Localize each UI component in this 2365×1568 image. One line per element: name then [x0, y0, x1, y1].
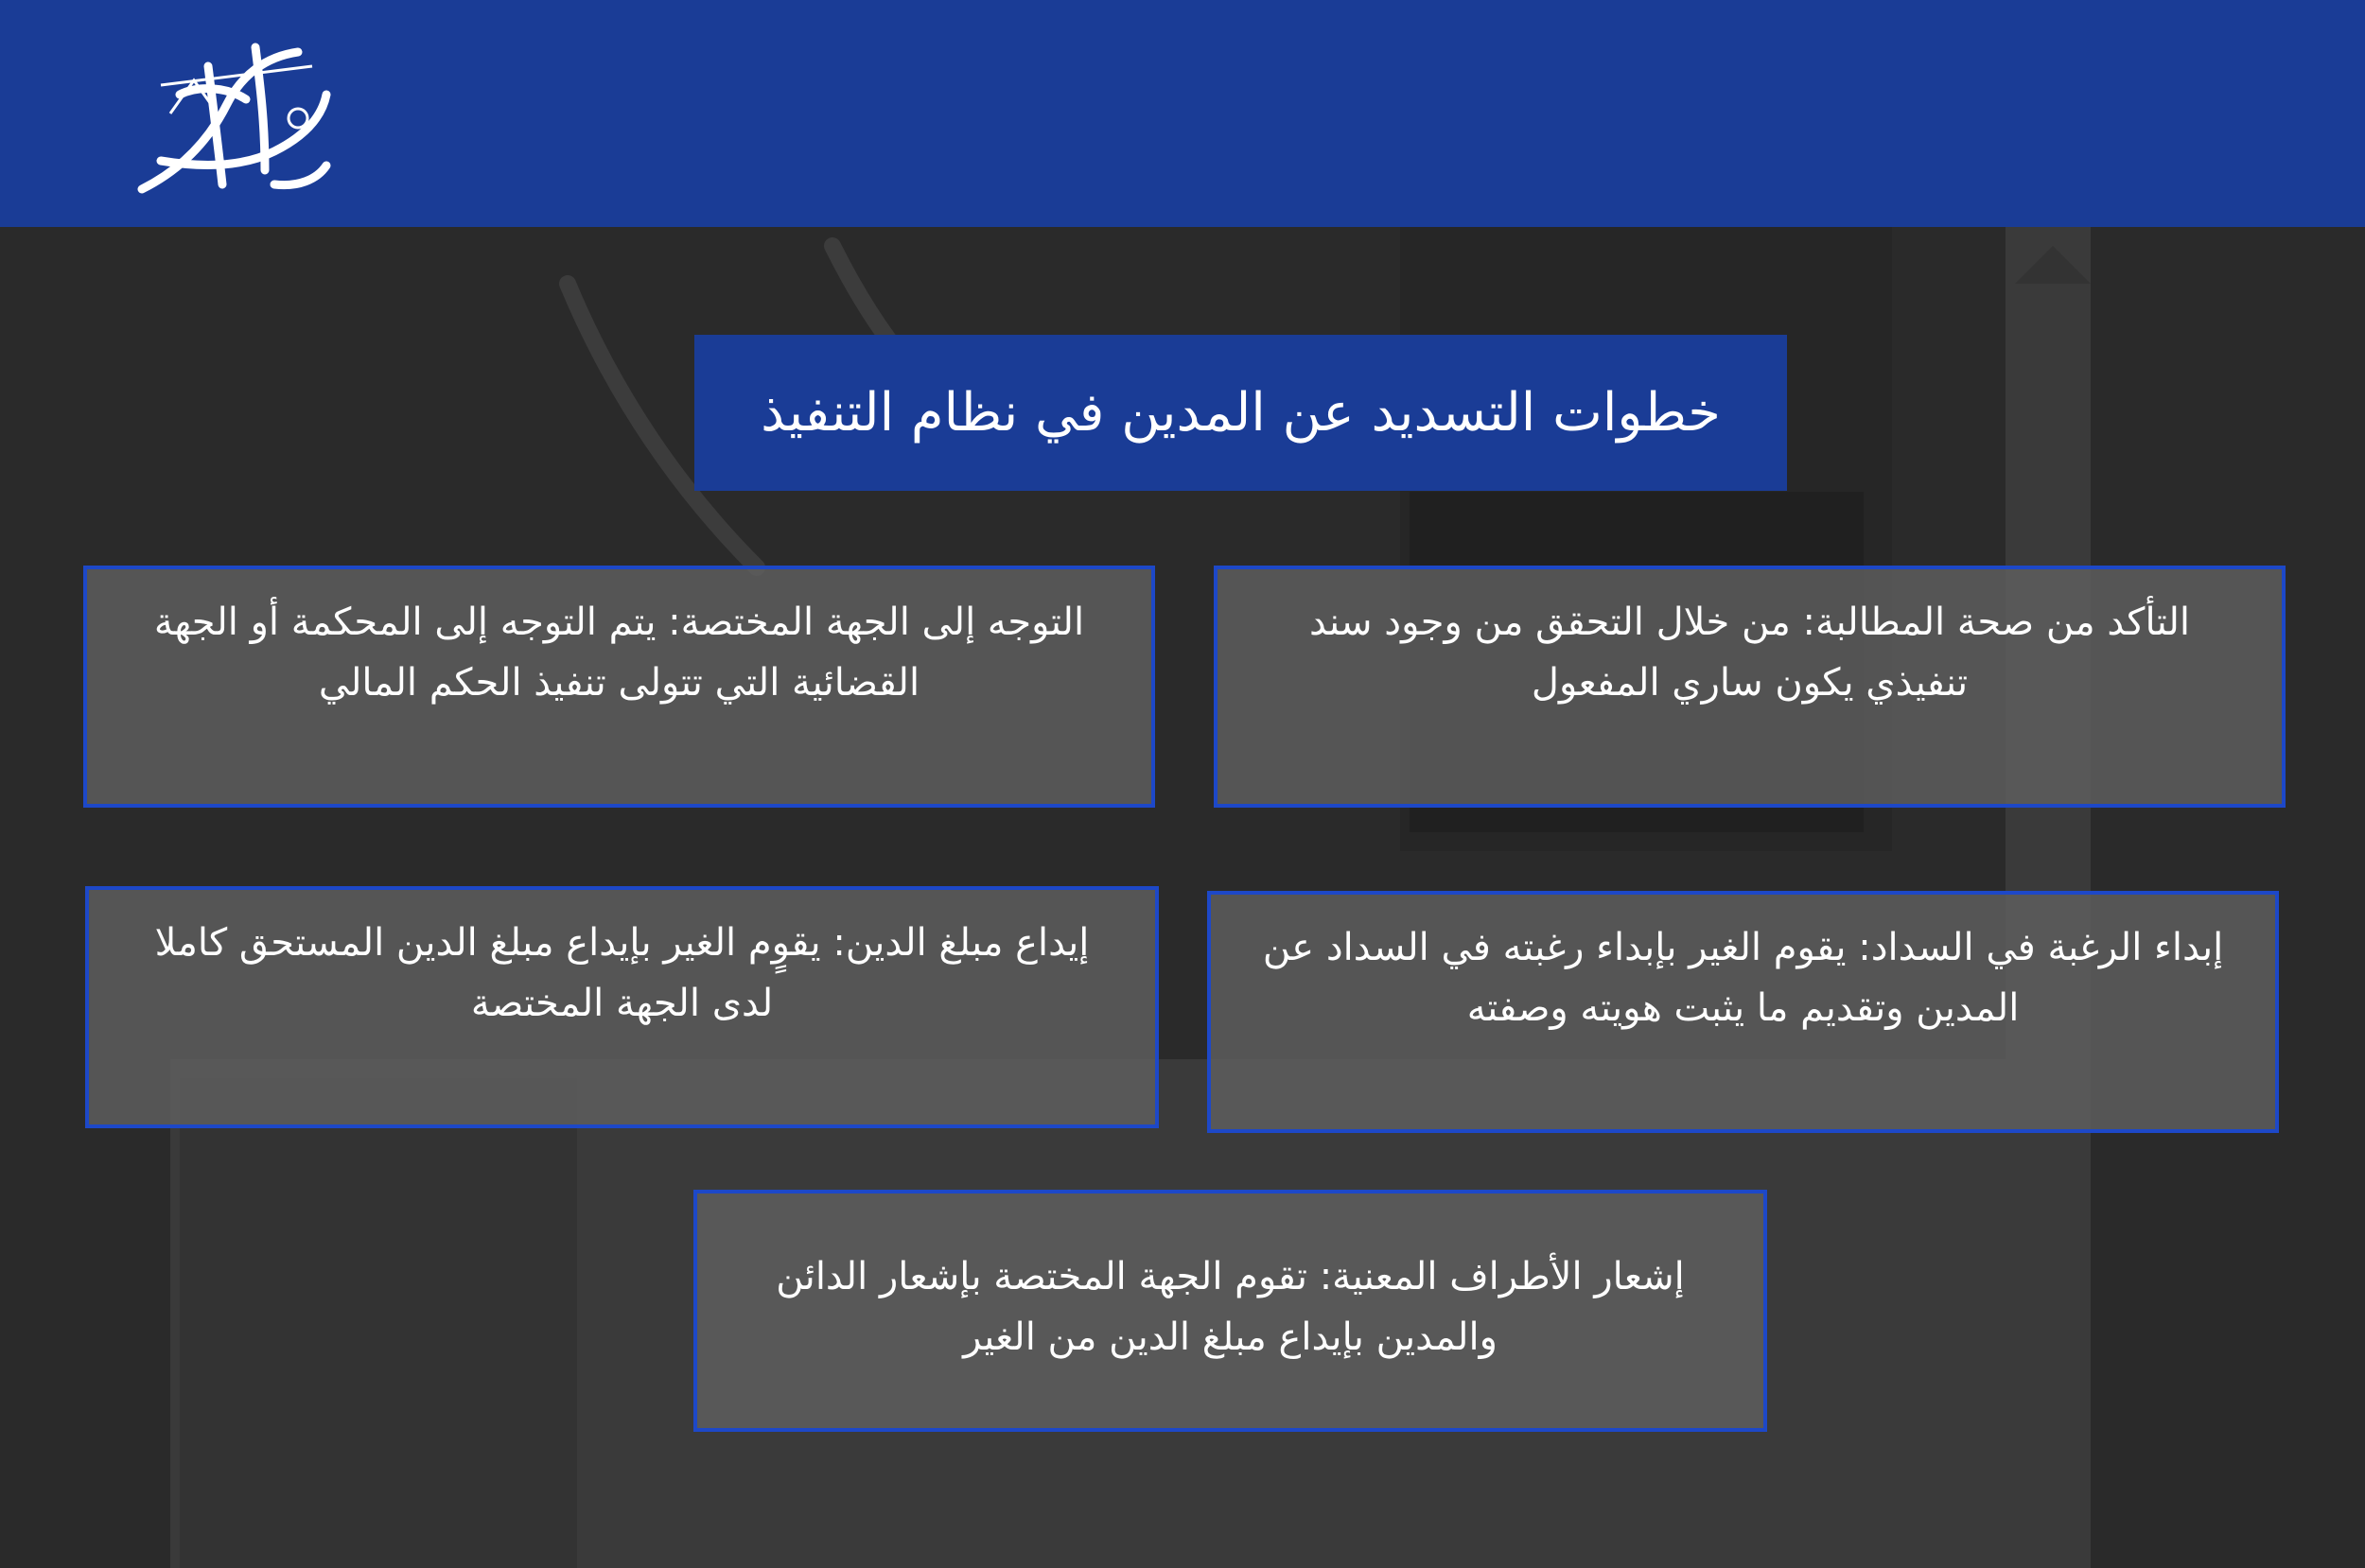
step-text: التوجه إلى الجهة المختصة: يتم التوجه إلى المحكمة أو الجهة القضائية التي تتولى تنفيذ الحكم المالي: [153, 601, 1085, 705]
step-card-notify-parties: [693, 1190, 1767, 1432]
step-card-express-desire: [1207, 891, 2279, 1133]
calligraphy-logo-icon: [123, 28, 341, 208]
step-text: إشعار الأطراف المعنية: تقوم الجهة المختصة بإشعار الدائن والمدين بإيداع مبلغ الدين من الغير: [776, 1255, 1685, 1359]
page-title-box: [694, 335, 1787, 491]
page-title: خطوات التسديد عن المدين في نظام التنفيذ: [761, 382, 1721, 444]
step-text: التأكد من صحة المطالبة: من خلال التحقق من وجود سند تنفيذي يكون ساري المفعول: [1308, 601, 2191, 705]
step-card-verify-claim: [1214, 566, 2286, 808]
step-card-deposit-debt: [85, 886, 1159, 1128]
step-text: إيداع مبلغ الدين: يقوٍم الغير بإيداع مبلغ الدين المستحق كاملا لدى الجهة المختصة: [154, 921, 1090, 1025]
header-bar: [0, 0, 2365, 227]
step-text: إبداء الرغبة في السداد: يقوم الغير بإبداء رغبته في السداد عن المدين وتقديم ما يثبت هويته وصفته: [1262, 926, 2224, 1030]
step-card-approach-authority: [83, 566, 1155, 808]
